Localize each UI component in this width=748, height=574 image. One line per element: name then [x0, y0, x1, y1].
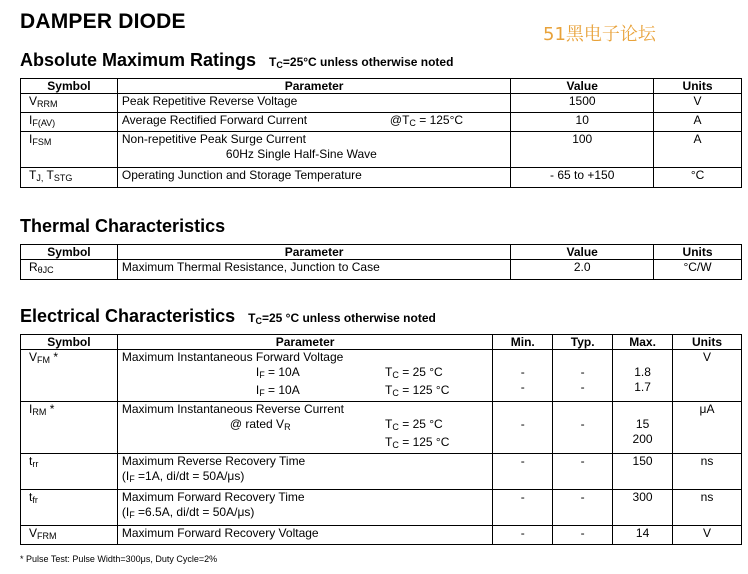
condition-text: $@T_C = 125^\circ C$ [389, 113, 464, 128]
min-cell: - [493, 454, 553, 490]
typ-cell: - - [553, 350, 613, 402]
parameter-cell: Maximum Instantaneous Forward Voltage $I_F = 10A$ $I_F = 10A$ [117, 350, 381, 402]
table-row [21, 350, 742, 402]
col-header: Symbol [21, 79, 118, 94]
unit-cell: V [654, 94, 742, 113]
col-header: Parameter [117, 79, 510, 94]
table-row [21, 490, 742, 526]
col-header: Units [654, 79, 742, 94]
footnote: * Pulse Test: Pulse Width=300μs, Duty Cycle=2% [20, 554, 218, 564]
parameter-cell: Maximum Reverse Recovery Time ($I_F =1A$, di/dt = 50A/μs) [117, 454, 492, 490]
min-cell: - [493, 402, 553, 454]
table-header-row [21, 245, 742, 260]
unit-cell: ns [673, 490, 742, 526]
max-cell: 15 200 [613, 402, 673, 454]
symbol-cell: $I_{F(AV)}$ [21, 113, 118, 132]
unit-cell: ns [673, 454, 742, 490]
unit-cell: °C/W [654, 260, 742, 280]
max-cell: 300 [613, 490, 673, 526]
col-header: Symbol [21, 335, 118, 350]
symbol-cell: $V_{FRM}$ [21, 526, 118, 545]
electrical-note: $T_C=25$ °C unless otherwise noted [248, 311, 436, 326]
symbol-cell: $T_{J,}$ $T_{STG}$ [21, 168, 118, 188]
electrical-table [20, 334, 742, 545]
typ-cell: - [553, 402, 613, 454]
typ-cell: - [553, 454, 613, 490]
document-title: DAMPER DIODE [20, 10, 186, 33]
value-cell: 10 [511, 113, 654, 132]
col-header: Symbol [21, 245, 118, 260]
unit-cell: °C [654, 168, 742, 188]
thermal-table [20, 244, 742, 280]
col-header: Units [673, 335, 742, 350]
min-cell: - [493, 526, 553, 545]
table-row [21, 113, 742, 132]
col-header: Value [511, 245, 654, 260]
abs-max-heading: Absolute Maximum Ratings $T_C=25^\circ C$ unless otherwise noted [20, 50, 454, 70]
symbol-cell: $V_{FM}$ * [21, 350, 118, 402]
value-cell: 100 [511, 132, 654, 168]
parameter-cell: Peak Repetitive Reverse Voltage [117, 94, 510, 113]
parameter-cell: Maximum Instantaneous Reverse Current @ rated $V_R$ [117, 402, 381, 454]
table-header-row [21, 335, 742, 350]
col-header: Value [511, 79, 654, 94]
unit-cell: μA [673, 402, 742, 454]
col-header: Typ. [553, 335, 613, 350]
table-row [21, 94, 742, 113]
col-header: Max. [613, 335, 673, 350]
symbol-cell: $t_{fr}$ [21, 490, 118, 526]
table-row [21, 260, 742, 280]
table-row [21, 454, 742, 490]
unit-cell: V [673, 526, 742, 545]
symbol-cell: $I_{FSM}$ [21, 132, 118, 168]
table-row [21, 526, 742, 545]
parameter-cell: Maximum Forward Recovery Time ($I_F =6.5A$, di/dt = 50A/μs) [117, 490, 492, 526]
symbol-cell: $R_{\theta JC}$ [21, 260, 118, 280]
parameter-cell: Operating Junction and Storage Temperature [117, 168, 510, 188]
parameter-cell: Non-repetitive Peak Surge Current 60Hz Single Half-Sine Wave [117, 132, 510, 168]
max-cell: 14 [613, 526, 673, 545]
symbol-cell: $I_{RM}$ * [21, 402, 118, 454]
thermal-heading: Thermal Characteristics [20, 216, 226, 236]
parameter-cell: Average Rectified Forward Current $@T_C = 125^\circ C$ [117, 113, 510, 132]
watermark: 51黑电子论坛 [543, 24, 656, 45]
symbol-cell: $t_{rr}$ [21, 454, 118, 490]
table-row [21, 132, 742, 168]
min-cell: - - [493, 350, 553, 402]
parameter-cell: Maximum Thermal Resistance, Junction to Case [117, 260, 510, 280]
symbol-cell: $V_{RRM}$ [21, 94, 118, 113]
min-cell: - [493, 490, 553, 526]
table-row [21, 168, 742, 188]
max-cell: 1.8 1.7 [613, 350, 673, 402]
table-header-row [21, 79, 742, 94]
unit-cell: A [654, 132, 742, 168]
abs-max-table [20, 78, 742, 188]
abs-max-note: $T_C=25^\circ C$ unless otherwise noted [269, 55, 454, 70]
value-cell: 1500 [511, 94, 654, 113]
col-header: Parameter [117, 335, 492, 350]
typ-cell: - [553, 490, 613, 526]
max-cell: 150 [613, 454, 673, 490]
unit-cell: V [673, 350, 742, 402]
typ-cell: - [553, 526, 613, 545]
parameter-cell: Maximum Forward Recovery Voltage [117, 526, 492, 545]
col-header: Units [654, 245, 742, 260]
value-cell: - 65 to +150 [511, 168, 654, 188]
value-cell: 2.0 [511, 260, 654, 280]
col-header: Min. [493, 335, 553, 350]
condition-cell: $T_C = 25$ °C $T_C = 125$ °C [381, 402, 493, 454]
electrical-heading: Electrical Characteristics $T_C=25$ °C unless otherwise noted [20, 306, 436, 326]
unit-cell: A [654, 113, 742, 132]
col-header: Parameter [117, 245, 510, 260]
condition-cell: $T_C = 25$ °C $T_C = 125$ °C [381, 350, 493, 402]
table-row [21, 402, 742, 454]
